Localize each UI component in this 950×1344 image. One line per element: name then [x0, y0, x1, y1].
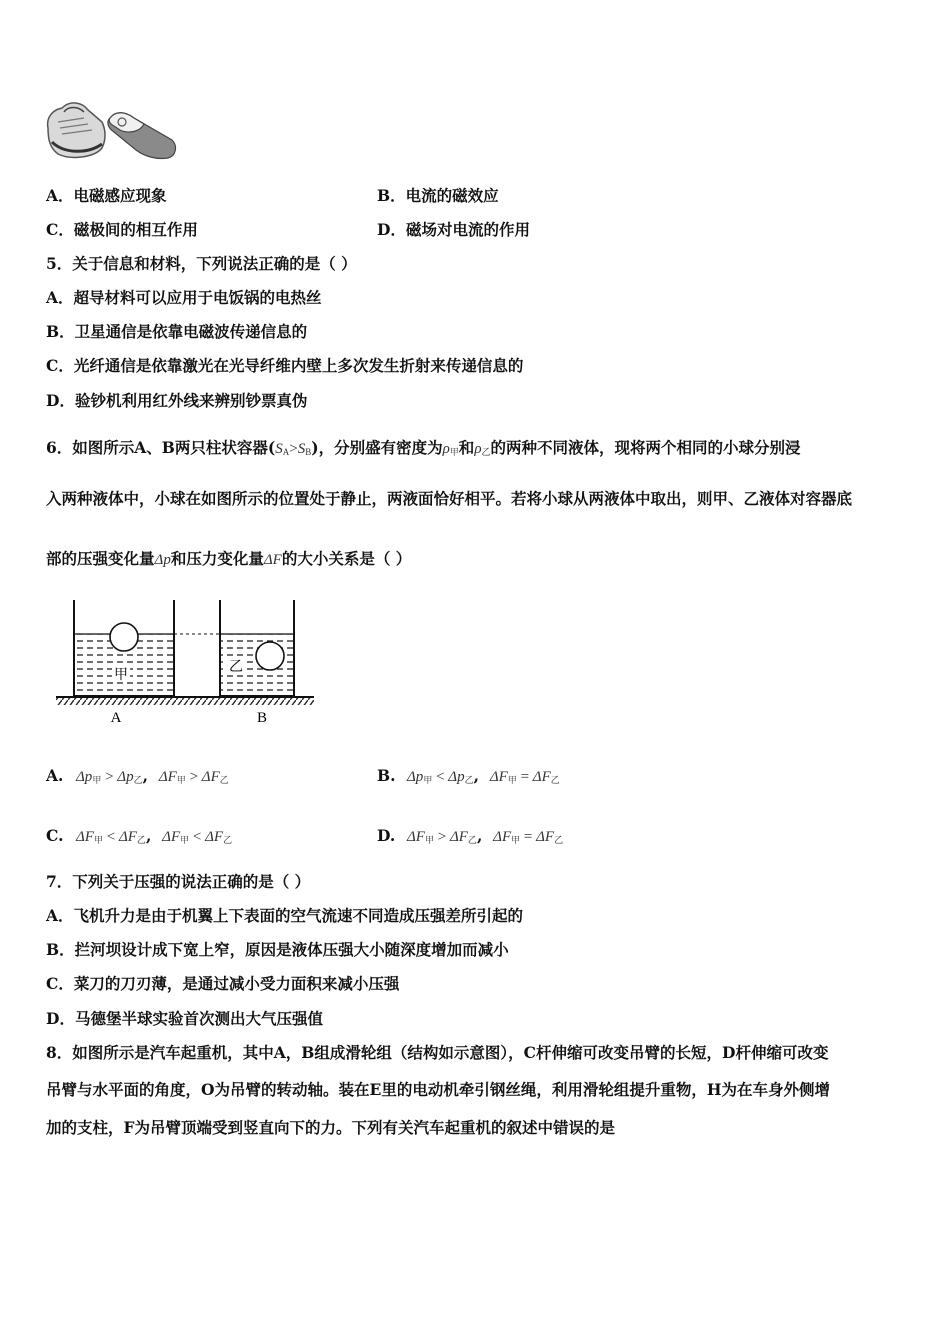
q6-line1-part-a: 6．如图所示A、B两只柱状容器(: [46, 438, 276, 457]
q8-line-1: 8．如图所示是汽车起重机，其中A，B组成滑轮组（结构如示意图），C杆伸缩可改变吊臂的长短，D杆伸缩可改变: [46, 1043, 829, 1062]
q5-option-d: D．验钞机利用红外线来辨别钞票真伪: [46, 391, 308, 410]
q5-option-b: B．卫星通信是依靠电磁波传递信息的: [46, 322, 308, 341]
q6-line1-part-d: 的两种不同液体，现将两个相同的小球分别浸: [490, 438, 801, 457]
ground-hatch: [56, 698, 314, 705]
q6-line-3: [46, 549, 411, 570]
label-a: A: [110, 710, 122, 726]
q7-option-c: C．菜刀的刀刃薄，是通过减小受力面积来减小压强: [46, 974, 400, 993]
containers-figure: [56, 596, 318, 726]
label-yi: 乙: [229, 660, 243, 675]
q6-line-1: [46, 438, 801, 462]
ball-in-yi: [256, 642, 284, 670]
rho-jia-symbol: $\rho_甲$: [442, 441, 459, 457]
q8-line-3: 加的支柱，F为吊臂顶端受到竖直向下的力。下列有关汽车起重机的叙述中错误的是: [46, 1118, 616, 1137]
delta-f-symbol: ΔF: [263, 552, 282, 568]
q7-option-d: D．马德堡半球实验首次测出大气压强值: [46, 1009, 323, 1028]
q5-stem: 5．关于信息和材料，下列说法正确的是（ ）: [46, 254, 357, 273]
q4-option-c: C．磁极间的相互作用: [46, 220, 198, 239]
sneaker-image: [48, 103, 105, 157]
q6-option-a: A. $\Delta p_甲 > \Delta p_乙$, $\Delta F_甲 > \Delta F_乙$: [46, 766, 229, 785]
sa-gt-sb-formula: $S_A>S_B$: [275, 441, 312, 457]
label-b: B: [256, 710, 268, 726]
q6-line3-part-b: 和压力变化量: [170, 549, 264, 568]
q6-line1-part-b: )，分别盛有密度为: [311, 438, 443, 457]
shoe-illustration: [44, 96, 179, 162]
q6-option-d: D. $\Delta F_甲 > \Delta F_乙$, $\Delta F_甲 = \Delta F_乙$: [377, 826, 564, 845]
q4-option-b: B．电流的磁效应: [377, 186, 499, 205]
q8-line-2: 吊臂与水平面的角度，O为吊臂的转动轴。装在E里的电动机牵引钢丝绳，利用滑轮组提升重物，H为在车身外侧增: [46, 1080, 830, 1099]
label-jia: 甲: [114, 668, 128, 683]
q6-line3-part-a: 部的压强变化量: [46, 549, 155, 568]
insole-image: [108, 113, 176, 159]
q4-option-d: D．磁场对电流的作用: [377, 220, 530, 239]
delta-p-symbol: Δp: [154, 552, 171, 568]
q6-option-b: B. $\Delta p_甲 < \Delta p_乙$, $\Delta F_甲 = \Delta F_乙$: [377, 766, 560, 785]
rho-yi-symbol: $\rho_乙$: [474, 441, 491, 457]
q4-option-a: A．电磁感应现象: [46, 186, 167, 205]
q7-option-b: B．拦河坝设计成下宽上窄，原因是液体压强大小随深度增加而减小: [46, 940, 509, 959]
ball-in-jia: [110, 623, 138, 651]
q6-option-c: C. $\Delta F_甲 < \Delta F_乙$, $\Delta F_甲 < \Delta F_乙$: [46, 826, 233, 845]
q5-option-a: A．超导材料可以应用于电饭锅的电热丝: [46, 288, 322, 307]
q7-option-a: A．飞机升力是由于机翼上下表面的空气流速不同造成压强差所引起的: [46, 906, 524, 925]
q6-line-2: 入两种液体中，小球在如图所示的位置处于静止，两液面恰好相平。若将小球从两液体中取出，则甲、乙液体对容器底: [46, 489, 853, 508]
q5-option-c: C．光纤通信是依靠激光在光导纤维内壁上多次发生折射来传递信息的: [46, 356, 524, 375]
q7-stem: 7．下列关于压强的说法正确的是（ ）: [46, 872, 311, 891]
q6-line3-part-c: 的大小关系是（ ）: [281, 549, 412, 568]
q6-line1-part-c: 和: [458, 438, 475, 457]
